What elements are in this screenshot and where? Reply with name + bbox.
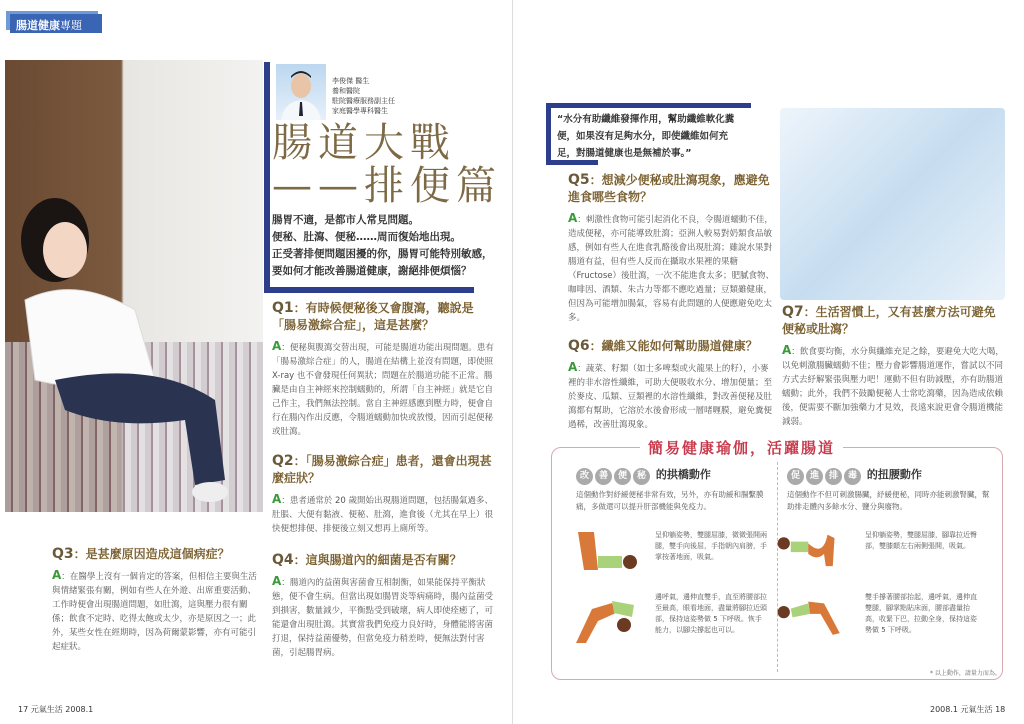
q-title: ：纖維又能如何幫助腸道健康？ (589, 339, 758, 353)
a-label: A (52, 568, 62, 582)
a-label: A (568, 360, 578, 374)
a-text: 蔬菜、籽類（如士多啤梨或火龍果上的籽），小麥裡的非水溶性纖維，可助大便吸收水分、增加便量；至於麥皮、瓜類、豆類裡的水溶性纖維，對改善便秘及肚瀉都有幫助，它溶於水後會形成一層啫喱膜，避免糞便過稀，改善肚瀉現象。 (568, 364, 773, 430)
q-title: ：有時候便秘後又會腹瀉，聽說是「腸易激綜合症」，這是甚麼？ (272, 301, 474, 332)
footer-right: 2008.1 元氣生活 18 (930, 705, 1006, 714)
intro-line: 腸胃不適，是都市人常見問題。 (272, 214, 419, 226)
circle-char: 善 (595, 468, 612, 485)
pull-quote (546, 103, 751, 163)
twist-pose-step2-figure (775, 595, 845, 645)
footer-left: 17 元氣生活 2008.1 (18, 705, 94, 714)
circle-char: 便 (614, 468, 631, 485)
twist-pose-step1-figure (775, 528, 845, 578)
circle-char: 進 (806, 468, 823, 485)
intro-line: 正受著排便問題困擾的你，腸胃可能特別敏感， (272, 248, 493, 260)
q-title: ：想減少便秘或肚瀉現象，應避免進食哪些食物？ (568, 173, 770, 204)
intro-line: 要如何才能改善腸道健康，謝絕排便煩惱？ (272, 265, 472, 277)
intro-line: 便秘、肚瀉、便秘……周而復始地出現。 (272, 231, 461, 243)
title-line1: 腸道大戰 (272, 120, 456, 166)
q-number: Q3 (52, 546, 74, 562)
q-title: ：「腸易激綜合症」患者，還會出現甚麼症狀？ (272, 454, 492, 485)
water-glass-photo (780, 108, 1005, 300)
a-text: 飲食要均衡，水分與纖維充足之餘，要避免大吃大喝，以免刺激腸臟蠕動不佳；壓力會影響腸道運作，嘗試以不同方式去紓解緊張與壓力吧！運動不但有助減壓，亦有助腸道蠕動；此外，我們不鼓勵便秘人士常吃瀉藥，因為造成依賴後，便需要不斷加強藥力才見效，長遠來說更會令腸道機能減弱。 (782, 347, 1004, 427)
qa-4: Q4：這與腸道內的細菌是否有關？ A：腸道內的益菌與害菌會互相制衡，如果能保持平衡狀態，便不會生病。但當出現如腸胃炎等病痛時，腸內益菌受到損害，數量減少，平衡點受到破壞，病人即使痊癒了，可能還會出現肚瀉。其實當我們免疫力良好時，身體能將害菌打退，保持益菌優勢，但當免疫力稍差時，便無法對付害菌，引起腸胃病。 (272, 552, 494, 658)
yoga-step: 呈仰躺姿勢，雙腿屈膝，腳靠拉近臀部，雙膝顛左右兩側張開，吸氣。 (865, 531, 977, 550)
a-label: A (272, 574, 282, 588)
woman-photo (5, 60, 263, 512)
yoga-desc: 這個動作對紓緩便秘非常有效，另外，亦有助緩和腸繫膜痛，多做還可以提升肝部機能與免疫力。 (576, 490, 764, 511)
a-text: 刺激性食物可能引起消化不良，令腸道蠕動不佳，造成便秘，亦可能導致肚瀉；亞洲人較易對奶類食品敏感，例如有些人在進食乳酪後會出現肚瀉；雖說水果對腸道有益，但有些人反而在攝取水果裡的果糖（Fructose）後肚瀉，一次不能進食太多；肥膩食物、咖啡因、酒類、朱古力等都不應吃過量；豆類雖健康，但因為可能增加腸氣，容易有此問題的人便應避免吃太多。 (568, 215, 775, 323)
qa-7: Q7：生活習慣上，又有甚麼方法可避免便秘或肚瀉？ A：飲食要均衡，水分與纖維充足之餘，要避免大吃大喝，以免刺激腸臟蠕動不佳；壓力會影響腸道運作，嘗試以不同方式去紓解緊張與壓力吧！運動不但有助減壓，亦有助腸道蠕動；此外，我們不鼓勵便秘人士常吃瀉藥，因為造成依賴後，便需要不斷加強藥力才見效，長遠來說更會令腸道機能減弱。 (782, 304, 1004, 427)
qa-5: Q5：想減少便秘或肚瀉現象，應避免進食哪些食物？ A：刺激性食物可能引起消化不良，令腸道蠕動不佳，造成便秘，亦可能導致肚瀉；亞洲人較易對奶類食品敏感，例如有些人在進食乳酪後會出現肚瀉；雖說水果對腸道有益，但有些人反而在攝取水果裡的果糖（Fructose）後肚瀉，一次不能進食太多；肥膩食物、咖啡因、酒類、朱古力等都不應吃過量；豆類雖健康，但因為可能增加腸氣，容易有此問題的人便應避免吃太多。 (568, 172, 775, 323)
q-number: Q6 (568, 338, 590, 354)
a-label: A (782, 343, 792, 357)
q-number: Q7 (782, 304, 804, 320)
title-frame-vertical (264, 62, 270, 292)
a-label: A (272, 492, 282, 506)
yoga-step: 雙手撐著腰部抬起，邊呼氣，邊伸直雙腿，腳掌點貼床面，腰部盡量抬高，收緊下巴，拉動全身，保持這姿勢做 5 下呼吸。 (865, 593, 977, 634)
q-number: Q5 (568, 172, 590, 188)
section-tag-main: 腸道健康 (16, 19, 60, 32)
bridge-pose-step1-figure (572, 528, 642, 578)
a-label: A (568, 211, 578, 225)
circle-char: 排 (825, 468, 842, 485)
pull-quote-text: “水分有助纖維發揮作用，幫助纖維軟化糞便，如果沒有足夠水分，即使纖維如何充足，對腸道健康也是無補於事。” (557, 114, 735, 159)
q-number: Q2 (272, 453, 294, 469)
yoga-right (787, 466, 992, 513)
bridge-pose-step2-figure (572, 595, 642, 645)
qa-6: Q6：纖維又能如何幫助腸道健康？ A：蔬菜、籽類（如士多啤梨或火龍果上的籽），小麥裡的非水溶性纖維，可助大便吸收水分、增加便量；至於麥皮、瓜類、豆類裡的水溶性纖維，對改善便秘及肚瀉都有幫助，它溶於水後會形成一層啫喱膜，避免糞便過稀，改善肚瀉現象。 (568, 338, 773, 430)
yoga-left (576, 466, 771, 513)
section-tag-sub: 專題 (60, 19, 82, 32)
a-text: 腸道內的益菌與害菌會互相制衡，如果能保持平衡狀態，便不會生病。但當出現如腸胃炎等病痛時，腸內益菌受到損害，數量減少，平衡點受到破壞，病人即使痊癒了，可能還會出現肚瀉。其實當我們免疫力良好時，身體能將害菌打退，保持益菌優勢，但當免疫力稍差時，便無法對付害菌，引起腸胃病。 (272, 578, 494, 658)
yoga-note: * 以上動作，請量力而為。 (930, 670, 1001, 677)
circle-char: 促 (787, 468, 804, 485)
qa-2: Q2：「腸易激綜合症」患者，還會出現甚麼症狀？ A：患者通常於 20 歲開始出現腸道問題，包括腸氣過多、肚脹、大便有黏液、便秘、肚瀉，進食後（尤其在早上）很快便想排便、排便後立刻又想再上廁所等。 (272, 453, 494, 534)
page-gutter (512, 0, 513, 724)
doctor-name: 李俊傑 醫生 (332, 77, 370, 85)
yoga-subtitle: 的扭腰動作 (866, 468, 922, 481)
yoga-step: 呈仰躺姿勢，雙腿屈膝，微微張開兩腿，雙手向後屈，手指朝內肩膀，手掌按著地面，吸氣。 (655, 531, 767, 561)
circle-char: 毒 (844, 468, 861, 485)
a-label: A (272, 339, 282, 353)
doctor-role: 駐院醫療服務副主任 (332, 97, 395, 105)
yoga-step: 邊呼氣，邊伸直雙手，直至將腰部拉至最高，眼看地面，盡量將腳拉近頭部，保持這姿勢做 5 下呼吸。恢手能力，以腳尖撐起也可以。 (655, 593, 767, 634)
pull-quote-bar (546, 160, 598, 165)
circle-char: 改 (576, 468, 593, 485)
title-line2: ——排便篇 (272, 163, 502, 209)
doctor-hospital: 養和醫院 (332, 87, 360, 95)
a-text: 在醫學上沒有一個肯定的答案，但相信主要與生活與情緒緊張有關，例如有些人在外遊、出席重要活動、工作時便會出現腸道問題，如肚瀉，這與壓力很有關係；飲食不定時、吃得太飽或太少，亦是原因之一；此外，某些女性在經期時，因為荷爾蒙影響，亦有可能引起症狀。 (52, 572, 257, 652)
qa-3: Q3：是甚麼原因造成這個病症？ A：在醫學上沒有一個肯定的答案，但相信主要與生活與情緒緊張有關，例如有些人在外遊、出席重要活動、工作時便會出現腸道問題，如肚瀉，這與壓力很有關係；飲食不定時、吃得太飽或太少，亦是原因之一；此外，某些女性在經期時，因為荷爾蒙影響，亦有可能引起症狀。 (52, 546, 257, 652)
a-text: 患者通常於 20 歲開始出現腸道問題，包括腸氣過多、肚脹、大便有黏液、便秘、肚瀉，進食後（尤其在早上）很快便想排便、排便後立刻又想再上廁所等。 (272, 496, 494, 534)
q-title: ：生活習慣上，又有甚麼方法可避免便秘或肚瀉？ (782, 305, 996, 336)
woman-figure (15, 180, 235, 510)
section-tag (10, 14, 102, 33)
article-title (272, 122, 502, 208)
intro (272, 212, 493, 280)
q-title: ：這與腸道內的細菌是否有關？ (293, 553, 462, 567)
doctor-photo (276, 64, 326, 120)
q-number: Q4 (272, 552, 294, 568)
q-number: Q1 (272, 300, 294, 316)
yoga-title: 簡易健康瑜伽，活躍腸道 (640, 437, 843, 458)
a-text: 便秘與腹瀉交替出現，可能是腸道功能出現問題。患有「腸易激綜合症」的人，腸道在結構上並沒有問題，即使照 X-ray 也不會發現任何異狀；問題在於腸道功能不正常。腸臟是由自主神經來控制蠕動的，所謂「自主神經」就是它自己作主，我們無法控制。當自主神經感應到壓力時，便會自行在腸內作出反應，令腸道蠕動加快或放慢，因而引起便秘或肚瀉。 (272, 343, 494, 437)
doctor-info (332, 76, 395, 116)
title-frame-horizontal (264, 287, 474, 293)
yoga-desc: 這個動作不但可刺激腸臟，紓緩便秘，同時亦能刺激腎臟，幫助排走體內多餘水分、鹽分與廢物。 (787, 490, 990, 511)
qa-1: Q1：有時候便秘後又會腹瀉，聽說是「腸易激綜合症」，這是甚麼？ A：便秘與腹瀉交替出現，可能是腸道功能出現問題。患有「腸易激綜合症」的人，腸道在結構上並沒有問題，即使照 X-ray 也不會發現任何異狀；問題在於腸道功能不正常。腸臟是由自主神經來控制蠕動的，所謂「自主神經」就是它自己作主，我們無法控制。當自主神經感應到壓力時，便會自行在腸內作出反應，令腸道蠕動加快或放慢，因而引起便秘或肚瀉。 (272, 300, 494, 437)
doctor-specialty: 家庭醫學專科醫生 (332, 107, 388, 115)
yoga-subtitle: 的拱橋動作 (655, 468, 711, 481)
circle-char: 秘 (633, 468, 650, 485)
q-title: ：是甚麼原因造成這個病症？ (73, 547, 230, 561)
